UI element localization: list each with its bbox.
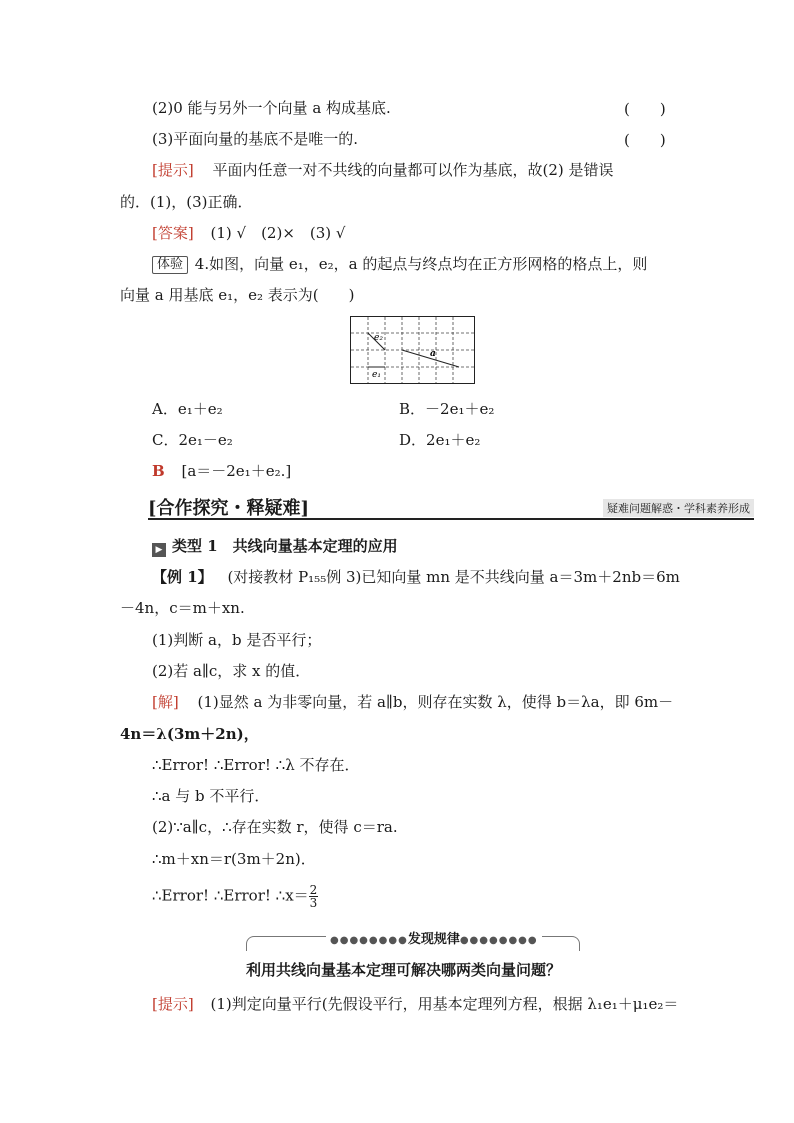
option-a: A．e₁＋e₂	[152, 400, 223, 418]
dots-right: ●●●●●●●●	[459, 935, 538, 946]
exercise-text-1: 4.如图，向量 e₁，e₂，a 的起点与终点均在正方形网格的格点上，则	[194, 255, 648, 273]
rule-label: 发现规律	[407, 932, 460, 947]
answer-paren-2: ( )	[624, 100, 666, 118]
example-line-2: －4n，c＝m＋xn.	[120, 599, 245, 617]
fraction-numerator: 2	[309, 883, 318, 897]
part-2: (2)若 a∥c，求 x 的值．	[152, 662, 311, 680]
dots-left: ●●●●●●●●	[330, 935, 408, 946]
jie-line-4: ∴a 与 b 不平行．	[152, 787, 270, 805]
example-text-1: (对接教材 P₁₅₅例 3)已知向量 mn 是不共线向量 a＝3m＋2nb＝6m	[227, 568, 680, 586]
label-e2: e₂	[374, 333, 383, 343]
jie-label: [解]	[152, 693, 179, 711]
grid-figure	[350, 316, 476, 386]
jie-line-1	[152, 692, 673, 712]
label-e1: e₁	[372, 370, 381, 380]
play-triangle-icon: ▶	[152, 543, 166, 557]
example-label: 【例 1】	[152, 568, 213, 586]
question-2: (2)0 能与另外一个向量 a 构成基底.	[152, 99, 391, 117]
jie-line-7	[152, 884, 318, 909]
fraction	[309, 884, 319, 909]
hint-line-1	[152, 160, 614, 180]
hint-label: [提示]	[152, 161, 194, 179]
fraction-denominator: 3	[309, 896, 318, 910]
example-line-1	[152, 567, 680, 587]
hint2-line	[152, 994, 678, 1014]
option-d: D．2e₁＋e₂	[399, 431, 481, 449]
question-3: (3)平面向量的基底不是唯一的.	[152, 130, 359, 148]
part-1: (1)判断 a，b 是否平行；	[152, 631, 322, 649]
rule-label-wrap	[326, 928, 542, 947]
jie-line-2: 4n＝λ(3m＋2n)，	[120, 725, 259, 743]
section-header	[148, 494, 754, 520]
exercise-line-1	[152, 254, 647, 275]
label-a: a	[430, 349, 436, 359]
solution-text: [a＝－2e₁＋e₂.]	[181, 462, 292, 480]
section-tag: 疑难问题解惑・学科素养形成	[603, 499, 754, 517]
hint-text-1: 平面内任意一对不共线的向量都可以作为基底，故(2) 是错误	[212, 161, 614, 179]
hint2-text: (1)判定向量平行(先假设平行，用基本定理列方程，根据 λ₁e₁＋μ₁e₂＝	[210, 995, 679, 1013]
section-title: [合作探究・释疑难]	[148, 498, 310, 519]
jie-line-3: ∴Error! ∴Error! ∴λ 不存在．	[152, 756, 360, 774]
answer-text: (1) √ (2)× (3) √	[210, 224, 346, 242]
jie-line-5: (2)∵a∥c，∴存在实数 r，使得 c＝ra.	[152, 818, 398, 836]
exercise-line-2: 向量 a 用基底 e₁，e₂ 表示为( )	[120, 286, 355, 304]
type-heading-text: 类型 1 共线向量基本定理的应用	[172, 537, 398, 555]
type-heading	[152, 536, 398, 556]
jie-text-7: ∴Error! ∴Error! ∴x＝	[152, 886, 309, 905]
exercise-tag: 体验	[152, 256, 188, 274]
answer-label: [答案]	[152, 224, 194, 242]
answer-paren-3: ( )	[624, 131, 666, 149]
option-c: C．2e₁－e₂	[152, 431, 233, 449]
solution-line	[152, 461, 291, 481]
jie-text-1: (1)显然 a 为非零向量，若 a∥b，则存在实数 λ，使得 b＝λa，即 6m－	[197, 693, 674, 711]
hint2-label: [提示]	[152, 995, 194, 1013]
hint-line-2: 的．(1)，(3)正确．	[120, 193, 253, 211]
solution-letter: B	[152, 462, 165, 480]
jie-line-6: ∴m＋xn＝r(3m＋2n)．	[152, 850, 316, 868]
answer-line	[152, 223, 345, 243]
rule-question: 利用共线向量基本定理可解决哪两类向量问题？	[246, 961, 562, 979]
option-b: B．－2e₁＋e₂	[399, 400, 495, 418]
